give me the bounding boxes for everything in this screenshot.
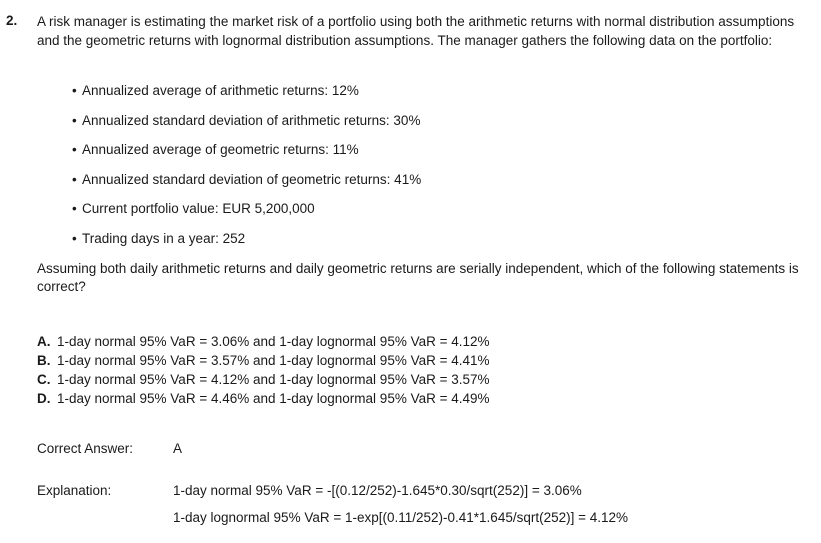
correct-answer-value: A	[173, 441, 183, 456]
option-text: 1-day normal 95% VaR = 4.12% and 1-day lognormal 95% VaR = 3.57%	[57, 372, 490, 387]
bullet-text: Annualized average of arithmetic returns: 12%	[82, 83, 359, 98]
bullet-item	[72, 200, 772, 230]
option-letter: D.	[37, 391, 51, 406]
bullet-text: Current portfolio value: EUR 5,200,000	[82, 201, 315, 217]
bullet-dot: •	[72, 112, 77, 128]
bullet-dot: •	[72, 230, 77, 246]
bullet-item	[72, 112, 772, 142]
option-letter: C.	[37, 372, 51, 387]
explanation-label: Explanation:	[37, 483, 112, 498]
question-stem: A risk manager is estimating the market risk of a portfolio using both the arithmetic returns with normal distribution assumptions and the geometric returns with lognormal distribution assumptions. The manager gathers the following data on the portfolio:	[37, 14, 795, 48]
question-number: 2.	[6, 13, 18, 28]
bullet-item	[72, 82, 772, 112]
explanation-line-normal: 1-day normal 95% VaR = -[(0.12/252)-1.645*0.30/sqrt(252)] = 3.06%	[173, 483, 582, 498]
option-text: 1-day normal 95% VaR = 3.57% and 1-day lognormal 95% VaR = 4.41%	[57, 353, 490, 368]
answer-options	[37, 333, 807, 409]
bullet-item	[72, 230, 772, 260]
option-letter: A.	[37, 334, 51, 349]
option-a[interactable]	[37, 333, 807, 352]
data-bullet-list	[72, 82, 772, 260]
question-ask: Assuming both daily arithmetic returns and daily geometric returns are serially independent, which of the following statements is correct?	[37, 261, 799, 294]
correct-answer-label: Correct Answer:	[37, 441, 134, 456]
explanation-line-lognormal: 1-day lognormal 95% VaR = 1-exp[(0.11/252)-0.41*1.645/sqrt(252)] = 4.12%	[173, 510, 629, 525]
option-c[interactable]	[37, 371, 807, 390]
bullet-text: Annualized average of geometric returns: 11%	[82, 142, 359, 158]
bullet-item	[72, 141, 772, 171]
option-letter: B.	[37, 353, 51, 368]
bullet-text: Trading days in a year: 252	[82, 230, 246, 246]
bullet-dot: •	[72, 83, 77, 98]
correct-answer-row	[37, 440, 807, 458]
option-text: 1-day normal 95% VaR = 3.06% and 1-day lognormal 95% VaR = 4.12%	[57, 334, 490, 349]
bullet-dot: •	[72, 142, 77, 158]
option-d[interactable]	[37, 390, 807, 409]
bullet-dot: •	[72, 171, 77, 187]
option-b[interactable]	[37, 352, 807, 371]
bullet-text: Annualized standard deviation of geometric returns: 41%	[82, 171, 422, 187]
bullet-item	[72, 171, 772, 201]
bullet-text: Annualized standard deviation of arithmetic returns: 30%	[82, 112, 421, 128]
option-text: 1-day normal 95% VaR = 4.46% and 1-day lognormal 95% VaR = 4.49%	[57, 391, 490, 406]
bullet-dot: •	[72, 201, 77, 217]
